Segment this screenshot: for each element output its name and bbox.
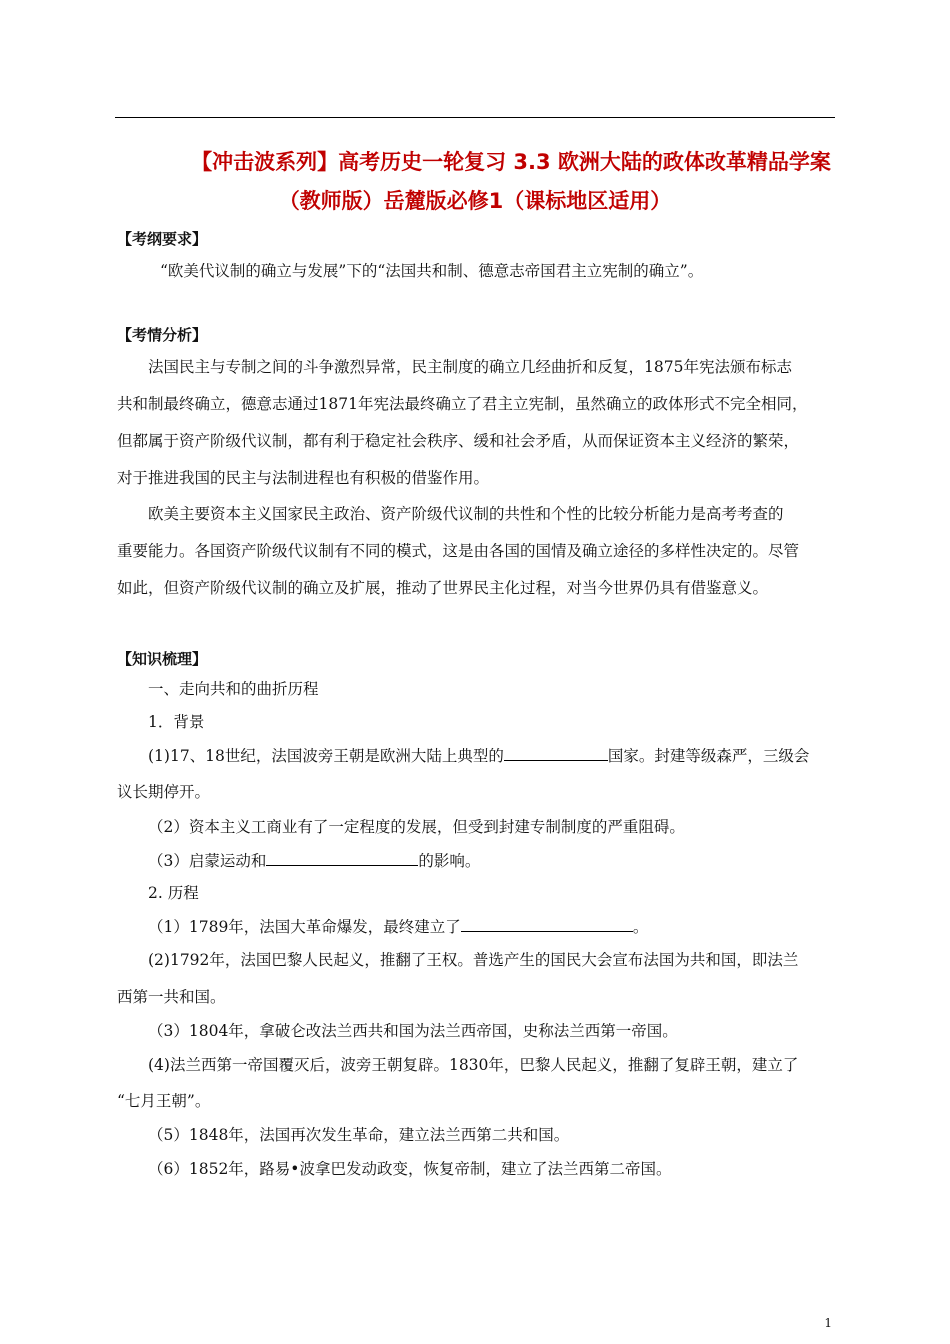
process-item-5: （5）1848年，法国再次发生革命，建立法兰西第二共和国。 (148, 1126, 570, 1144)
process-item-2: (2)1792年，法国巴黎人民起义，推翻了王权。普选产生的国民大会宣布法国为共和国，即法兰 (148, 951, 799, 969)
background-item-1-cont: 议长期停开。 (117, 783, 211, 801)
bg1-post: 国家。封建等级森严，三级会 (607, 747, 810, 765)
process-item-2-cont: 西第一共和国。 (117, 988, 226, 1006)
pr1-blank[interactable] (461, 915, 633, 932)
bg1-pre: (1)17、18世纪，法国波旁王朝是欧洲大陆上典型的 (148, 747, 504, 765)
background-item-3 (148, 849, 480, 872)
page-number: 1 (824, 1316, 832, 1330)
process-title: 2. 历程 (148, 884, 199, 902)
knowledge-heading: 【知识梳理】 (117, 650, 208, 668)
process-item-4: (4)法兰西第一帝国覆灭后，波旁王朝复辟。1830年，巴黎人民起义，推翻了复辟王朝，建立了 (148, 1056, 799, 1074)
analysis-p2-line1: 欧美主要资本主义国家民主政治、资产阶级代议制的共性和个性的比较分析能力是高考考查的 (148, 505, 784, 523)
analysis-p2-line3: 如此，但资产阶级代议制的确立及扩展，推动了世界民主化过程，对当今世界仍具有借鉴意义。 (117, 579, 769, 597)
process-item-4-cont: “七月王朝”。 (117, 1092, 211, 1110)
title-line-2: （教师版）岳麓版必修1（课标地区适用） (278, 189, 672, 213)
pr1-pre: （1）1789年，法国大革命爆发，最终建立了 (148, 918, 461, 936)
analysis-p1-line4: 对于推进我国的民主与法制进程也有积极的借鉴作用。 (117, 469, 490, 487)
header-rule (115, 117, 835, 118)
background-item-1 (148, 744, 809, 767)
bg3-pre: （3）启蒙运动和 (148, 852, 267, 870)
process-item-6: （6）1852年，路易•波拿巴发动政变，恢复帝制，建立了法兰西第二帝国。 (148, 1160, 672, 1178)
analysis-p1-line2: 共和制最终确立，德意志通过1871年宪法最终确立了君主立宪制，虽然确立的政体形式不完全相同， (117, 395, 808, 413)
syllabus-heading: 【考纲要求】 (117, 230, 208, 248)
background-item-2: （2）资本主义工商业有了一定程度的发展，但受到封建专制制度的严重阻碍。 (148, 818, 685, 836)
analysis-p2-line2: 重要能力。各国资产阶级代议制有不同的模式，这是由各国的国情及确立途径的多样性决定的。尽管 (117, 542, 800, 560)
pr1-post: 。 (632, 918, 649, 936)
analysis-p1-line3: 但都属于资产阶级代议制，都有利于稳定社会秩序、缓和社会矛盾，从而保证资本主义经济的繁荣， (117, 432, 800, 450)
syllabus-text: “欧美代议制的确立与发展”下的“法国共和制、德意志帝国君主立宪制的确立”。 (160, 262, 704, 280)
title-line-1: 【冲击波系列】高考历史一轮复习 3.3 欧洲大陆的政体改革精品学案 (191, 150, 831, 174)
process-item-1 (148, 915, 648, 938)
background-title: 1．背景 (148, 713, 205, 731)
bg3-post: 的影响。 (418, 852, 481, 870)
bg3-blank[interactable] (266, 849, 418, 866)
process-item-3: （3）1804年，拿破仑改法兰西共和国为法兰西帝国，史称法兰西第一帝国。 (148, 1022, 678, 1040)
part1-title: 一、走向共和的曲折历程 (148, 680, 319, 698)
analysis-heading: 【考情分析】 (117, 326, 208, 344)
analysis-p1-line1: 法国民主与专制之间的斗争激烈异常，民主制度的确立几经曲折和反复，1875年宪法颁布标志 (148, 358, 792, 376)
bg1-blank[interactable] (504, 744, 608, 761)
